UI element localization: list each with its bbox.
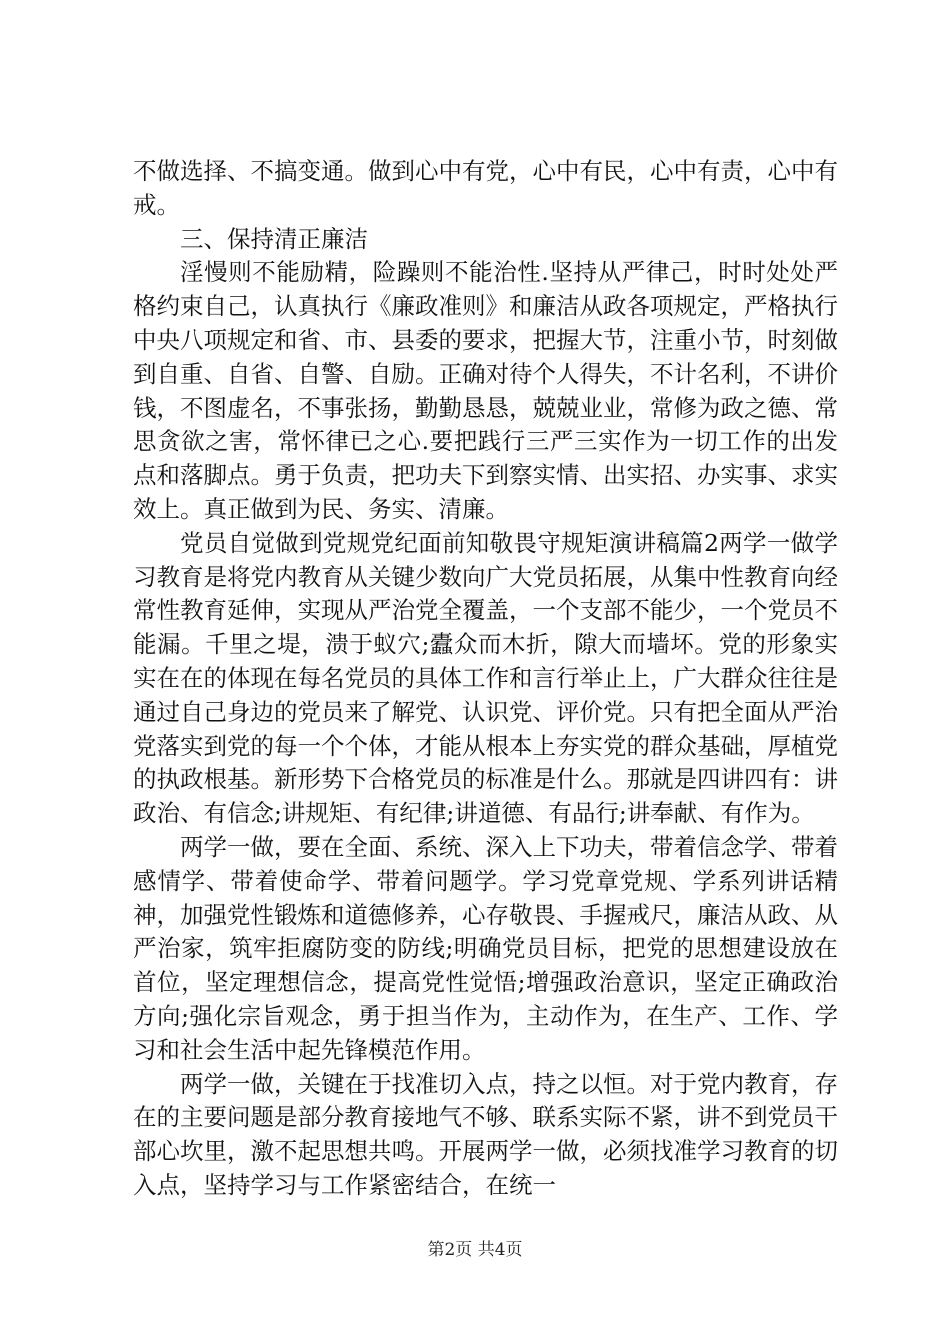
document-body (133, 155, 838, 1203)
page-footer: 第2页 共4页 (427, 1240, 523, 1260)
paragraph-5: 两学一做，关键在于找准切入点，持之以恒。对于党内教育，存在的主要问题是部分教育接地气不够、联系实际不紧，讲不到党员干部心坎里，激不起思想共鸣。开展两学一做，必须找准学习教育的切入点，坚持学习与工作紧密结合，在统一 (133, 1069, 838, 1199)
section-heading: 三、保持清正廉洁 (180, 224, 368, 253)
paragraph-2: 淫慢则不能励精，险躁则不能治性.坚持从严律己，时时处处严格约束自己，认真执行《廉政准则》和廉洁从政各项规定，严格执行中央八项规定和省、市、县委的要求，把握大节，注重小节，时刻做到自重、自省、自警、自励。正确对待个人得失，不计名利，不讲价钱，不图虚名，不事张扬，勤勤恳恳，兢兢业业，常修为政之德、常思贪欲之害，常怀律已之心.要把践行三严三实作为一切工作的出发点和落脚点。勇于负责，把功夫下到察实情、出实招、办实事、求实效上。真正做到为民、务实、清廉。 (133, 258, 838, 523)
paragraph-1: 不做选择、不搞变通。做到心中有党，心中有民，心中有责，心中有戒。 (133, 157, 838, 219)
paragraph-4: 两学一做，要在全面、系统、深入上下功夫，带着信念学、带着感情学、带着使命学、带着问题学。学习党章党规、学系列讲话精神，加强党性锻炼和道德修养，心存敬畏、手握戒尺，廉洁从政、从严治家，筑牢拒腐防变的防线;明确党员目标，把党的思想建设放在首位，坚定理想信念，提高党性觉悟;增强政治意识，坚定正确政治方向;强化宗旨观念，勇于担当作为，主动作为，在生产、工作、学习和社会生活中起先锋模范作用。 (133, 832, 838, 1064)
paragraph-3: 党员自觉做到党规党纪面前知敬畏守规矩演讲稿篇2两学一做学习教育是将党内教育从关键少数向广大党员拓展，从集中性教育向经常性教育延伸，实现从严治党全覆盖，一个支部不能少，一个党员不能漏。千里之堤，溃于蚁穴;蠹众而木折，隙大而墙坏。党的形象实实在在的体现在每名党员的具体工作和言行举止上，广大群众往往是通过自己身边的党员来了解党、认识党、评价党。只有把全面从严治党落实到党的每一个个体，才能从根本上夯实党的群众基础，厚植党的执政根基。新形势下合格党员的标准是什么。那就是四讲四有：讲政治、有信念;讲规矩、有纪律;讲道德、有品行;讲奉献、有作为。 (133, 528, 838, 828)
